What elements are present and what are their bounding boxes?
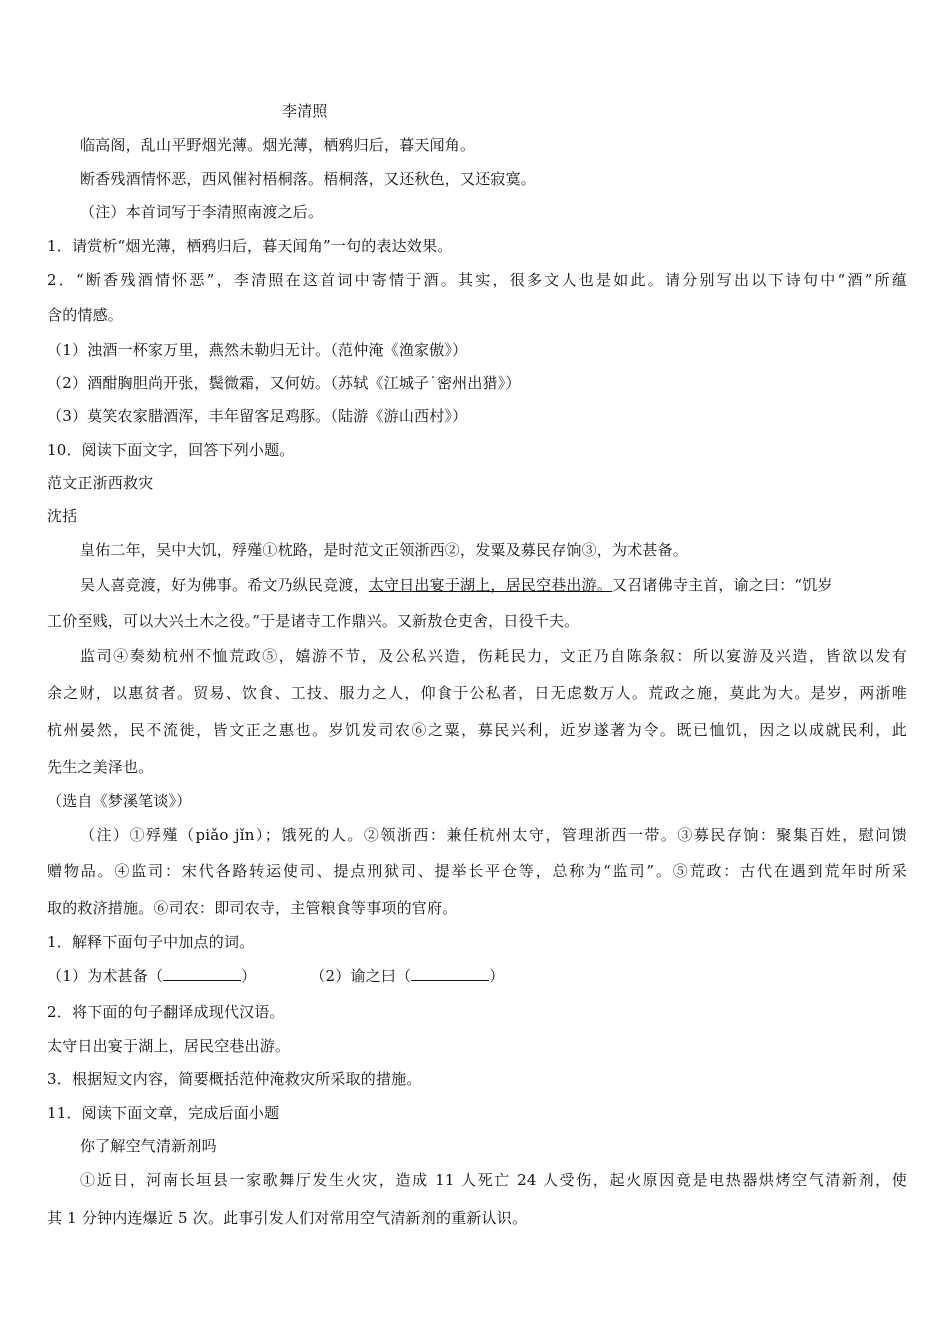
q10-paragraph-3-line-4: 先生之美泽也。 [47, 758, 154, 776]
poem-line-2: 断香残酒情怀恶，西风催衬梧桐落。梧桐落，又还秋色，又还寂寞。 [80, 170, 537, 188]
q11-paragraph-1-cont: 其 1 分钟内连爆近 5 次。此事引发人们对常用空气清新剂的重新认识。 [47, 1209, 528, 1227]
q10-paragraph-3-line-2: 余之财，以惠贫者。贸易、饮食、工技、服力之人，仰食于公私者，日无虑数万人。荒政之施，莫此为大。是岁，两浙唯 [47, 684, 907, 702]
poem-question-2: 2．“断香残酒情怀恶”，李清照在这首词中寄情于酒。其实，很多文人也是如此。请分别写出以下诗句中“酒”所蕴 [47, 271, 907, 289]
q10-paragraph-3-line-3: 杭州晏然，民不流徙，皆文正之惠也。岁饥发司农⑥之粟，募民兴利，近岁遂著为令。既已恤饥，因之以成就民利，此 [47, 721, 907, 739]
q10-notes-line-3: 取的救济措施。⑥司农：即司农寺，主管粮食等事项的官府。 [47, 899, 458, 917]
underlined-sentence: 太守日出宴于湖上，居民空巷出游。 [368, 576, 613, 594]
poem-note: （注）本首词写于李清照南渡之后。 [80, 203, 324, 221]
item-1-label: （1）为术甚备（ [47, 967, 164, 985]
poem-question-2-cont: 含的情感。 [47, 306, 124, 324]
q10-title: 范文正浙西救灾 [47, 474, 154, 492]
item-2-label: （2）谕之曰（ [310, 967, 412, 985]
q10-paragraph-2 [80, 575, 907, 595]
q10-question-2: 2．将下面的句子翻译成现代汉语。 [47, 1003, 285, 1021]
poem-line-1: 临高阁，乱山平野烟光薄。烟光薄，栖鸦归后，暮天闻角。 [80, 136, 476, 154]
q10-question-3: 3．根据短文内容，简要概括范仲淹救灾所采取的措施。 [47, 1070, 422, 1088]
q11-paragraph-1: ①近日，河南长垣县一家歌舞厅发生火灾，造成 11 人死亡 24 人受伤，起火原因竟是电热器烘烤空气清新剂，使 [80, 1171, 907, 1189]
poem-question-1: 1．请赏析“烟光薄，栖鸦归后，暮天闻角”一句的表达效果。 [47, 237, 453, 255]
q10-notes-line-2: 赠物品。④监司：宋代各路转运使司、提点刑狱司、提举长平仓等，总称为“监司”。⑤荒政：古代在遇到荒年时所采 [47, 862, 907, 880]
q11-intro: 11．阅读下面文章，完成后面小题 [47, 1104, 280, 1122]
q10-question-1-item-1 [47, 967, 256, 985]
q10-paragraph-3: 监司④奏劾杭州不恤荒政⑤，嬉游不节，及公私兴造，伤耗民力，文正乃自陈条叙：所以宴游及兴造，皆欲以发有 [80, 647, 907, 665]
q10-question-1-item-2 [310, 967, 504, 985]
item-2-close: ） [489, 967, 505, 985]
q10-paragraph-2-cont: 工价至贱，可以大兴土木之役。”于是诸寺工作鼎兴。又新敖仓吏舍，日役千夫。 [47, 612, 580, 630]
q10-notes: （注）①殍殣（piǎo jǐn）；饿死的人。②领浙西：兼任杭州太守，管理浙西一带。③募民存饷：聚集百姓，慰问馈 [80, 826, 907, 844]
poem-question-2-item-3: （3）莫笑农家腊酒浑，丰年留客足鸡豚。（陆游《游山西村》） [47, 407, 468, 425]
answer-blank-1[interactable] [163, 966, 241, 981]
q10-author: 沈括 [47, 507, 78, 525]
poem-question-2-item-2: （2）酒酣胸胆尚开张，鬓微霜，又何妨。（苏轼《江城子˙密州出猎》） [47, 374, 521, 392]
q11-title: 你了解空气清新剂吗 [80, 1137, 217, 1155]
poem-question-2-item-1: （1）浊酒一杯家万里，燕然未勒归无计。（范仲淹《渔家傲》） [47, 341, 468, 359]
paragraph-2-text-b: 又召诸佛寺主首，谕之曰：“饥岁 [612, 576, 833, 594]
q10-question-1: 1．解释下面句子中加点的词。 [47, 933, 255, 951]
q10-paragraph-1: 皇佑二年，吴中大饥，殍殣①枕路，是时范文正领浙西②，发粟及募民存饷③，为术甚备。 [80, 541, 689, 559]
q10-source: （选自《梦溪笔谈》） [47, 792, 192, 810]
poem-author: 李清照 [282, 102, 328, 120]
q10-question-1-items [47, 966, 907, 986]
q10-question-2-sentence: 太守日出宴于湖上，居民空巷出游。 [47, 1037, 291, 1055]
q10-intro: 10．阅读下面文字，回答下列小题。 [47, 441, 295, 459]
paragraph-2-text-a: 吴人喜竞渡，好为佛事。希文乃纵民竞渡， [80, 576, 369, 594]
item-1-close: ） [241, 967, 257, 985]
answer-blank-2[interactable] [411, 966, 489, 981]
